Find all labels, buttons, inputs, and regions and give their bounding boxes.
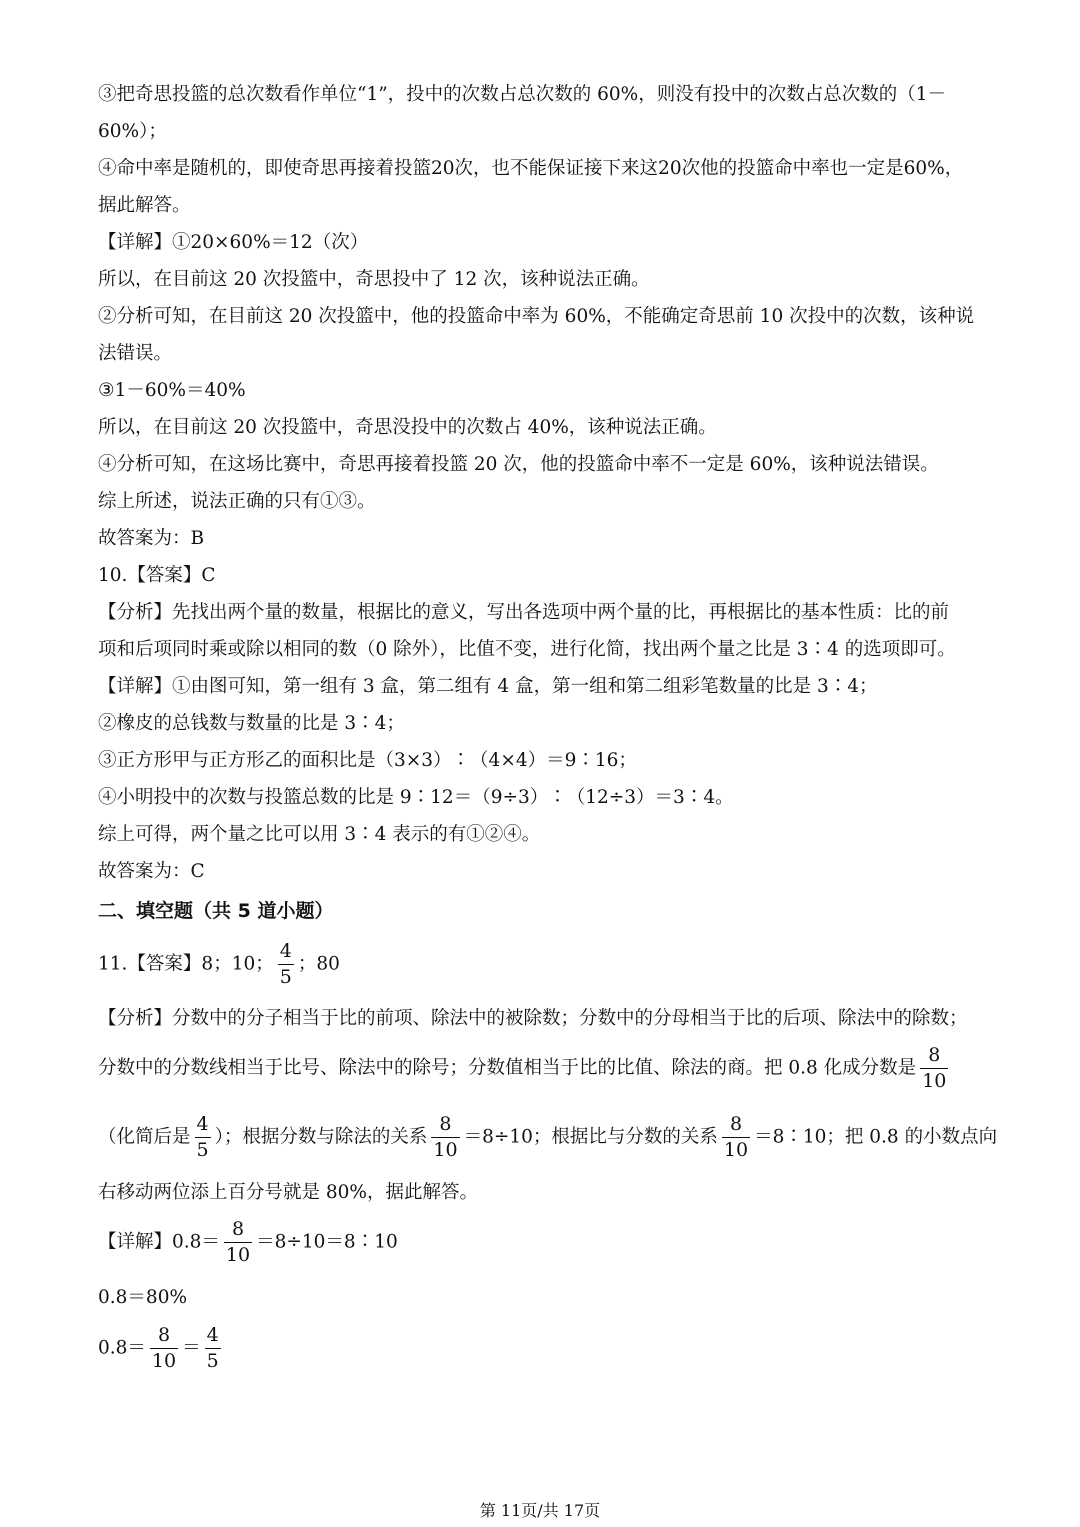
fraction <box>195 1115 211 1160</box>
text-line: ③1－60%＝40% <box>98 380 246 401</box>
text-line: ④命中率是随机的，即使奇思再接着投篮20次，也不能保证接下来这20次他的投篮命中率也一定是60%， <box>98 158 964 179</box>
equation-text: 0.8＝ <box>98 1337 146 1359</box>
denominator: 10 <box>922 1070 947 1092</box>
fraction <box>920 1046 948 1091</box>
analysis-text: ）；根据分数与除法的关系 <box>214 1126 428 1148</box>
numerator: 8 <box>920 1046 948 1069</box>
q11-equation-3 <box>98 1326 225 1371</box>
q11-analysis-line-3 <box>98 1115 997 1160</box>
text-line: 综上可得，两个量之比可以用 3∶4 表示的有①②④。 <box>98 824 541 845</box>
numerator: 8 <box>224 1220 252 1243</box>
text-line: 综上所述，说法正确的只有①③。 <box>98 491 376 512</box>
numerator: 4 <box>195 1115 211 1138</box>
denominator: 5 <box>279 966 292 988</box>
text-line: 10.【答案】C <box>98 565 216 586</box>
text-line: 【分析】先找出两个量的数量，根据比的意义，写出各选项中两个量的比，再根据比的基本性质：比的前 <box>98 602 950 623</box>
numerator: 4 <box>278 942 294 965</box>
fraction <box>722 1115 750 1160</box>
numerator: 8 <box>431 1115 459 1138</box>
denominator: 10 <box>225 1244 251 1266</box>
fraction <box>431 1115 459 1160</box>
denominator: 10 <box>433 1139 458 1161</box>
text-line: 60%）； <box>98 121 167 142</box>
text-line: 法错误。 <box>98 343 173 364</box>
text-line: ③把奇思投篮的总次数看作单位“1”，投中的次数占总次数的 60%，则没有投中的次数占总次数的（1－ <box>98 84 946 105</box>
text-line: ④小明投中的次数与投篮总数的比是 9∶12＝（9÷3）∶（12÷3）＝3∶4。 <box>98 787 734 808</box>
numerator: 8 <box>722 1115 750 1138</box>
text-line: 据此解答。 <box>98 195 191 216</box>
fraction <box>205 1326 221 1371</box>
fraction <box>278 942 294 987</box>
text-line: 【详解】①20×60%＝12（次） <box>98 232 369 253</box>
text-line: 所以，在目前这 20 次投篮中，奇思投中了 12 次，该种说法正确。 <box>98 269 650 290</box>
page-footer: 第 11页/共 17页 <box>479 1501 601 1520</box>
equation-text: ＝ <box>182 1337 201 1359</box>
text-line: 【详解】①由图可知，第一组有 3 盒，第二组有 4 盒，第一组和第二组彩笔数量的比是 3∶4； <box>98 676 878 697</box>
denominator: 5 <box>206 1350 219 1372</box>
numerator: 8 <box>150 1326 178 1349</box>
denominator: 10 <box>723 1139 749 1161</box>
q11-analysis-line-2 <box>98 1046 952 1091</box>
section-heading: 二、填空题（共 5 道小题） <box>98 900 334 922</box>
analysis-text: ＝8÷10；根据比与分数的关系 <box>463 1126 718 1148</box>
q11-detail-line <box>98 1220 398 1265</box>
text-line: ②分析可知，在目前这 20 次投篮中，他的投篮命中率为 60%，不能确定奇思前 10 次投中的次数，该种说 <box>98 306 975 327</box>
answer-suffix: ；80 <box>297 953 340 975</box>
analysis-text: ＝8∶10；把 0.8 的小数点向 <box>754 1126 998 1148</box>
text-line: ③正方形甲与正方形乙的面积比是（3×3）∶（4×4）＝9∶16； <box>98 750 637 771</box>
text-line: 故答案为：B <box>98 528 205 549</box>
answer-prefix: 11.【答案】8；10； <box>98 953 274 975</box>
q11-answer <box>98 942 340 987</box>
analysis-text: （化简后是 <box>98 1126 191 1148</box>
text-line: 项和后项同时乘或除以相同的数（0 除外），比值不变，进行化简，找出两个量之比是 3∶4 的选项即可。 <box>98 639 956 660</box>
detail-text: ＝8÷10＝8∶10 <box>256 1231 398 1253</box>
q11-analysis-line-1: 【分析】分数中的分子相当于比的前项、除法中的被除数；分数中的分母相当于比的后项、除法中的除数； <box>98 1008 968 1029</box>
detail-text: 【详解】0.8＝ <box>98 1231 220 1253</box>
text-line: ④分析可知，在这场比赛中，奇思再接着投篮 20 次，他的投篮命中率不一定是 60%，该种说法错误。 <box>98 454 939 475</box>
analysis-text: 分数中的分数线相当于比号、除法中的除号；分数值相当于比的比值、除法的商。把 0.8 化成分数是 <box>98 1057 917 1079</box>
text-line: 所以，在目前这 20 次投篮中，奇思没投中的次数占 40%，该种说法正确。 <box>98 417 717 438</box>
text-line: 故答案为：C <box>98 861 205 882</box>
numerator: 4 <box>205 1326 221 1349</box>
text-line: ②橡皮的总钱数与数量的比是 3∶4； <box>98 713 405 734</box>
denominator: 10 <box>151 1350 177 1372</box>
fraction <box>150 1326 178 1371</box>
fraction <box>224 1220 252 1265</box>
q11-equation-2: 0.8＝80% <box>98 1287 188 1308</box>
denominator: 5 <box>196 1139 209 1161</box>
q11-analysis-line-4: 右移动两位添上百分号就是 80%，据此解答。 <box>98 1182 479 1203</box>
